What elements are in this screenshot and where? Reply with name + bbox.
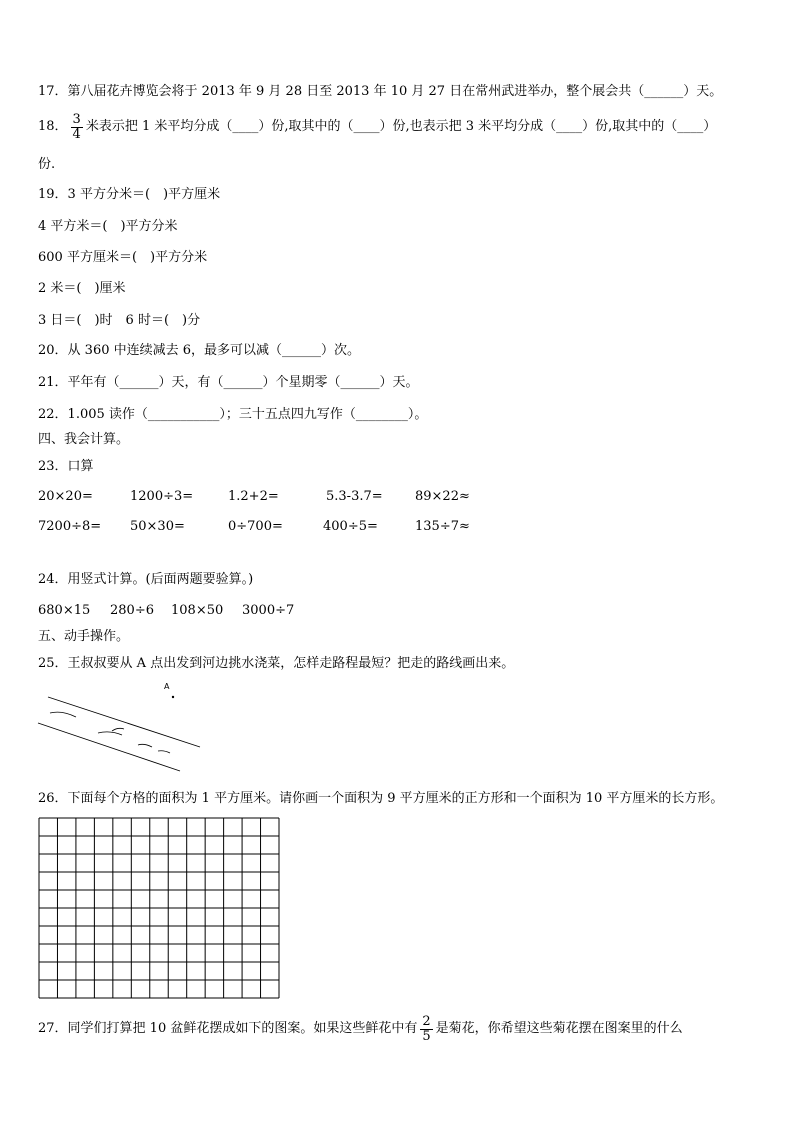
river-diagram[interactable] [30,675,210,780]
water-ripple [158,751,170,753]
square-grid[interactable] [38,817,280,999]
oral-calc-row-1 [38,489,758,505]
question-19-line-4: 2 米＝( )厘米 [38,281,126,296]
fraction-denominator: 5 [422,1028,431,1044]
water-ripple [98,732,122,735]
oral-calc-item: 1.2+2= [228,489,279,504]
oral-calc-item: 5.3-3.7= [326,489,383,504]
oral-calc-item: 400÷5= [323,519,378,534]
question-27 [38,1013,683,1044]
fraction-three-quarters [71,113,83,142]
question-24-title: 24．用竖式计算。(后面两题要验算。) [38,572,254,587]
question-18-continuation: 份. [38,157,56,172]
question-19-line-2: 4 平方米＝( )平方分米 [38,219,178,234]
fraction-two-fifths [420,1015,432,1044]
question-23-title: 23．口算 [38,459,94,474]
question-27-text-end: 是菊花，你希望这些菊花摆在图案里的什么 [435,1021,683,1036]
water-ripple [50,712,76,717]
point-a [172,696,174,698]
question-19-line-5: 3 日＝( )时 6 时＝( )分 [38,313,201,328]
question-22: 22．1.005 读作（___________）；三十五点四九写作（________）。 [38,407,428,422]
vertical-calc-item: 280÷6 [110,603,154,618]
question-21: 21．平年有（______）天，有（______）个星期零（______）天。 [38,375,419,390]
riverbank-bottom [38,723,180,771]
oral-calc-item: 7200÷8= [38,519,102,534]
water-ripple [138,744,152,747]
vertical-calc-item: 108×50 [171,603,224,618]
oral-calc-item: 1200÷3= [130,489,194,504]
water-ripple [112,728,124,731]
question-26: 26．下面每个方格的面积为 1 平方厘米。请你画一个面积为 9 平方厘米的正方形和一个面积为 10 平方厘米的长方形。 [38,791,724,806]
oral-calc-item: 89×22≈ [415,489,470,504]
question-18-text: 米表示把 1 米平均分成（____）份,取其中的（____）份,也表示把 3 米平均分成（____）份,取其中的（____） [85,119,717,134]
question-19-line-3: 600 平方厘米＝( )平方分米 [38,250,208,265]
vertical-calc-item: 680×15 [38,603,91,618]
oral-calc-item: 135÷7≈ [415,519,470,534]
question-18 [38,111,717,142]
vertical-calc-row [38,603,438,619]
oral-calc-row-2 [38,519,758,535]
fraction-numerator: 3 [72,111,81,127]
question-18-number: 18． [38,119,68,134]
oral-calc-item: 50×30= [130,519,185,534]
section-5-heading: 五、动手操作。 [38,629,130,644]
section-4-heading: 四、我会计算。 [38,432,130,447]
question-25: 25．王叔叔要从 A 点出发到河边挑水浇菜，怎样走路程最短？把走的路线画出来。 [38,656,515,671]
point-a-label: A [164,682,170,691]
question-27-text: 27．同学们打算把 10 盆鲜花摆成如下的图案。如果这些鲜花中有 [38,1021,418,1036]
question-19-line-1: 19．3 平方分米＝( )平方厘米 [38,187,221,202]
oral-calc-item: 20×20= [38,489,93,504]
question-17: 17．第八届花卉博览会将于 2013 年 9 月 28 日至 2013 年 10 月 27 日在常州武进举办，整个展会共（______）天。 [38,84,723,99]
oral-calc-item: 0÷700= [228,519,283,534]
fraction-denominator: 4 [72,126,81,142]
riverbank-top [48,697,200,747]
fraction-numerator: 2 [422,1013,431,1029]
question-20: 20．从 360 中连续减去 6，最多可以减（______）次。 [38,343,361,358]
vertical-calc-item: 3000÷7 [242,603,295,618]
